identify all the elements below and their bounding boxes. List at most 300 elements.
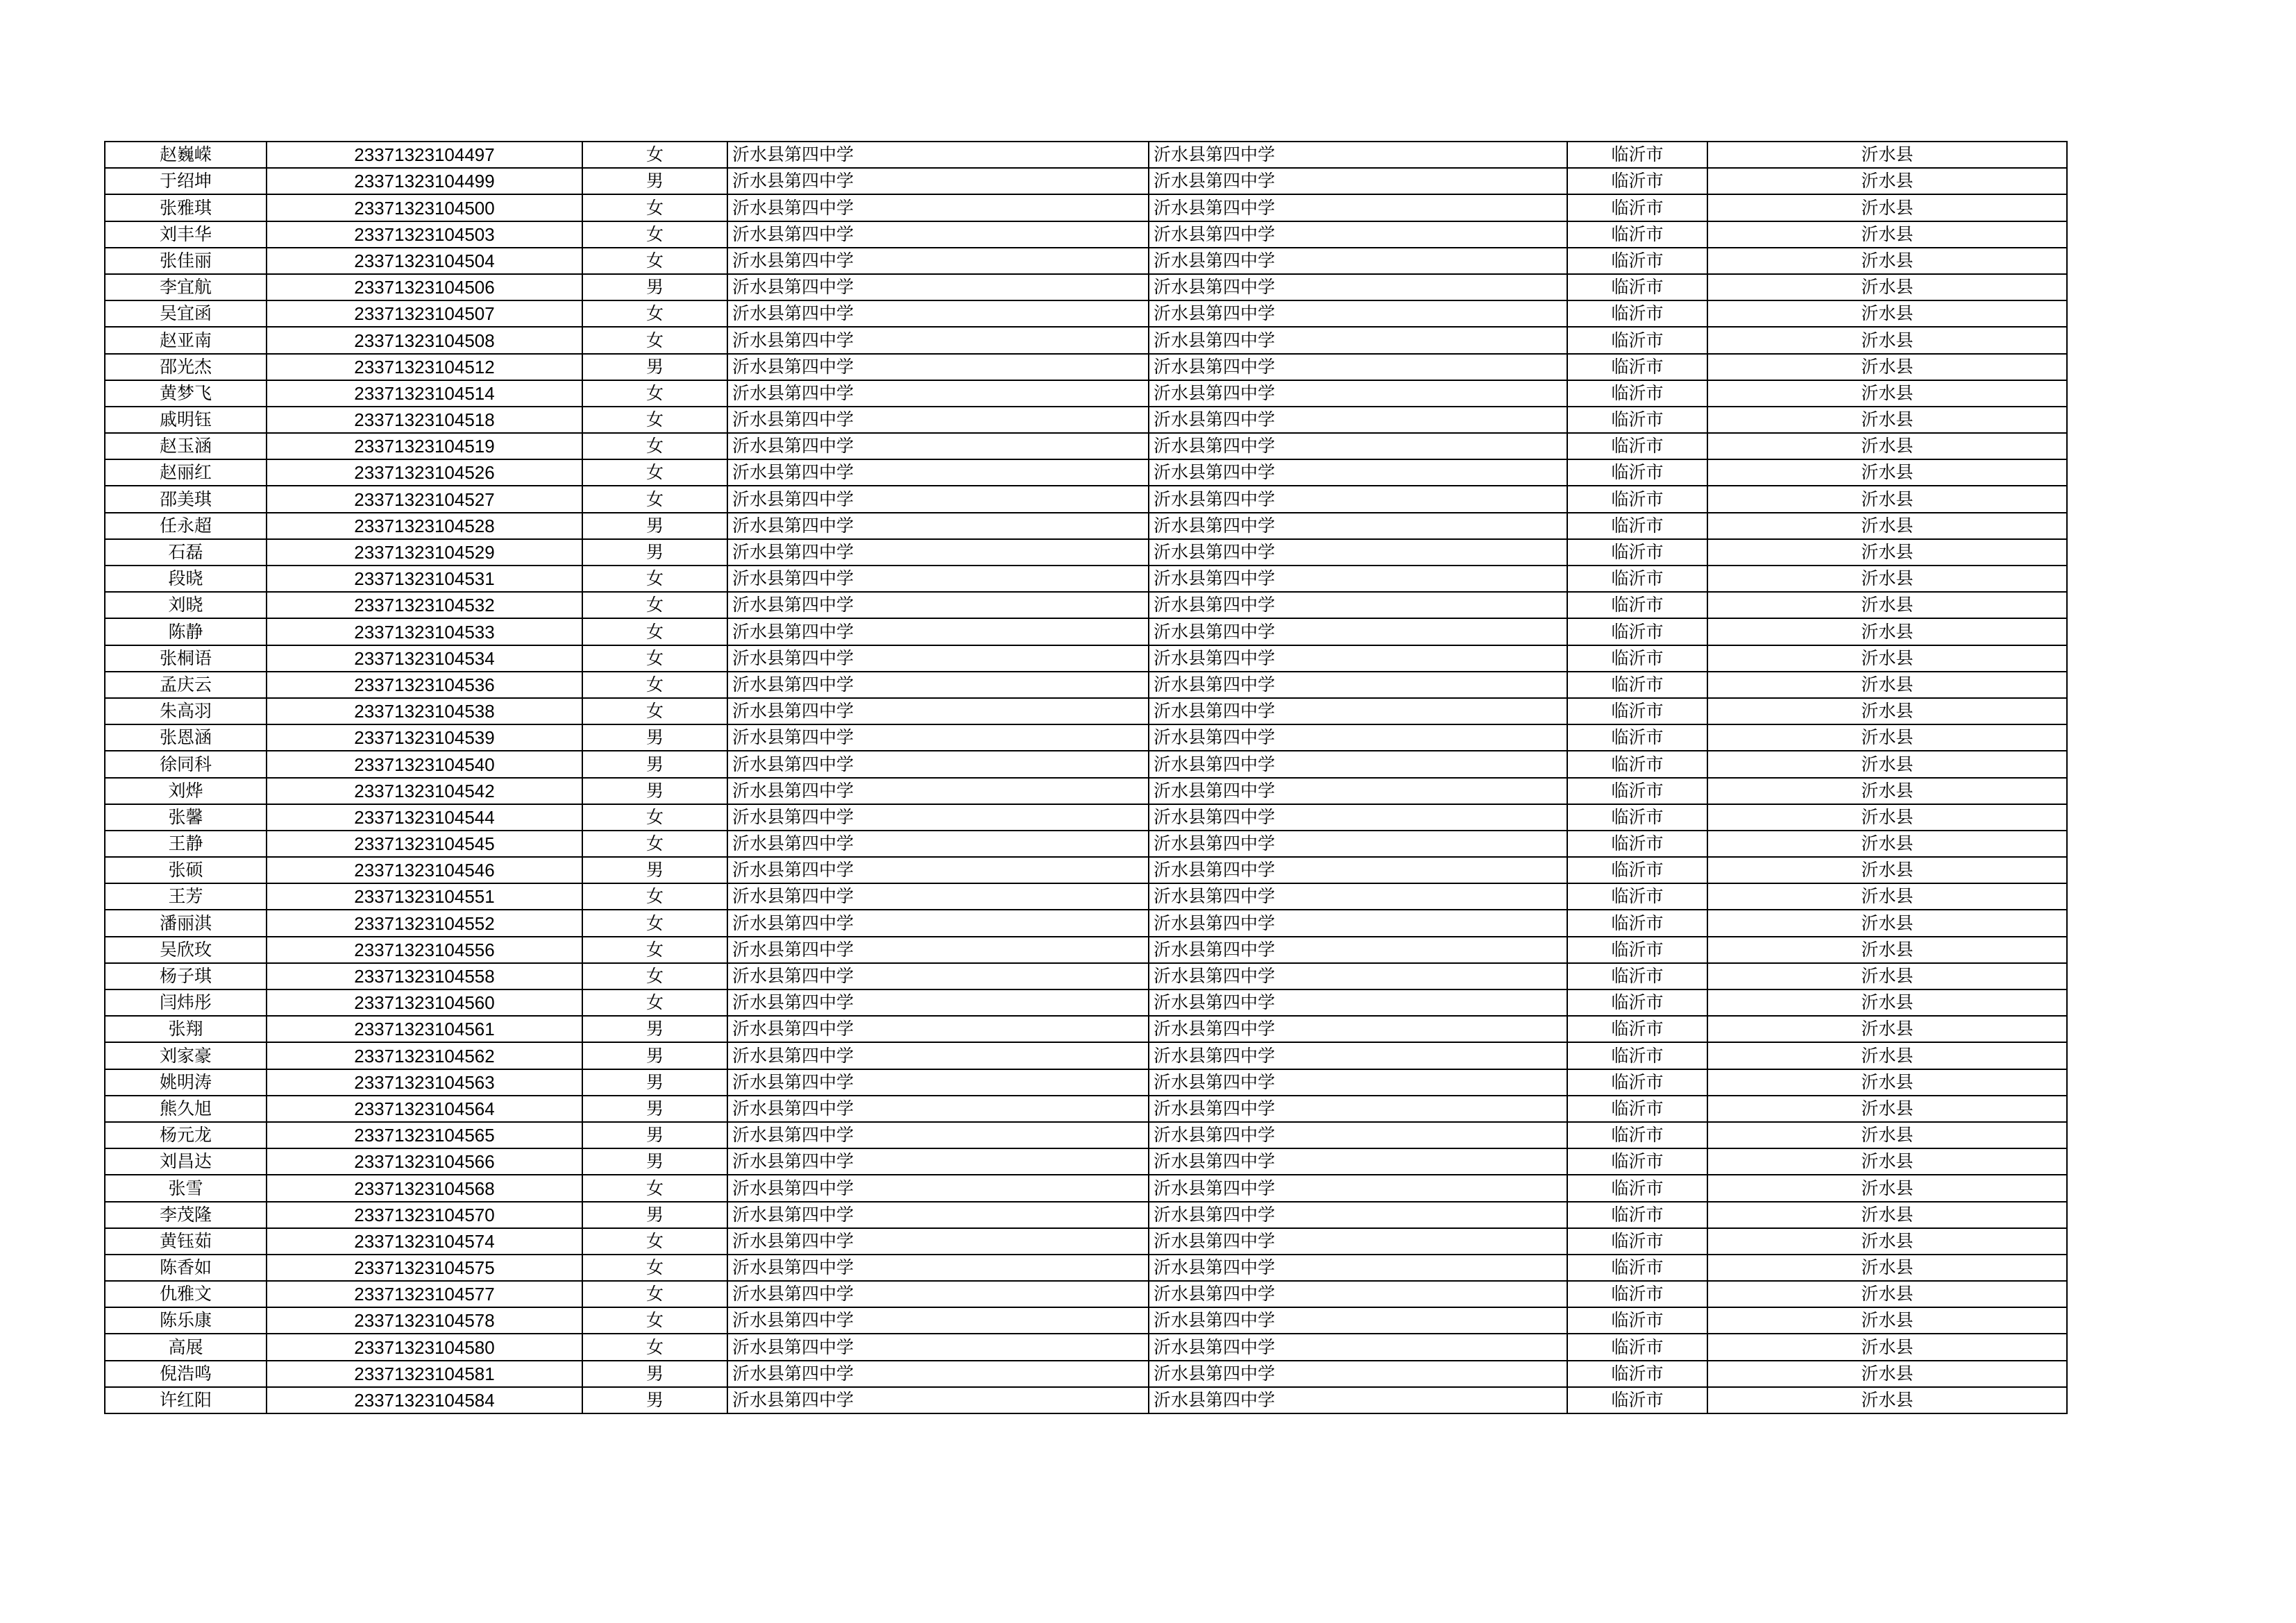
city-cell: 临沂市: [1567, 1042, 1707, 1069]
exam-site-cell: 沂水县第四中学: [1149, 751, 1567, 777]
county-cell: 沂水县: [1707, 407, 2067, 433]
candidate-number-cell: 23371323104507: [267, 300, 582, 327]
candidate-number-cell: 23371323104539: [267, 724, 582, 751]
table-row: [105, 1042, 2067, 1069]
candidate-number-cell: 23371323104566: [267, 1148, 582, 1175]
student-name-cell: 仇雅文: [105, 1281, 267, 1307]
candidate-number-cell: 23371323104580: [267, 1334, 582, 1360]
candidate-number-cell: 23371323104563: [267, 1069, 582, 1096]
candidate-number-cell: 23371323104556: [267, 937, 582, 963]
county-cell: 沂水县: [1707, 1361, 2067, 1387]
exam-site-cell: 沂水县第四中学: [1149, 142, 1567, 168]
student-name-cell: 戚明钰: [105, 407, 267, 433]
gender-cell: 女: [582, 910, 727, 936]
table-row: [105, 778, 2067, 804]
gender-cell: 女: [582, 407, 727, 433]
gender-cell: 男: [582, 274, 727, 300]
gender-cell: 女: [582, 248, 727, 274]
county-cell: 沂水县: [1707, 1202, 2067, 1228]
city-cell: 临沂市: [1567, 566, 1707, 592]
student-name-cell: 任永超: [105, 513, 267, 539]
student-name-cell: 陈乐康: [105, 1307, 267, 1334]
exam-site-cell: 沂水县第四中学: [1149, 989, 1567, 1016]
exam-site-cell: 沂水县第四中学: [1149, 698, 1567, 724]
county-cell: 沂水县: [1707, 380, 2067, 407]
student-name-cell: 黄钰茹: [105, 1228, 267, 1255]
table-row: [105, 380, 2067, 407]
county-cell: 沂水县: [1707, 1122, 2067, 1148]
gender-cell: 男: [582, 1016, 727, 1042]
exam-site-cell: 沂水县第四中学: [1149, 724, 1567, 751]
candidate-number-cell: 23371323104508: [267, 327, 582, 353]
city-cell: 临沂市: [1567, 1096, 1707, 1122]
city-cell: 临沂市: [1567, 1016, 1707, 1042]
table-row: [105, 327, 2067, 353]
exam-site-cell: 沂水县第四中学: [1149, 1281, 1567, 1307]
table-row: [105, 168, 2067, 194]
table-row: [105, 645, 2067, 672]
student-name-cell: 王静: [105, 831, 267, 857]
exam-site-cell: 沂水县第四中学: [1149, 1361, 1567, 1387]
gender-cell: 男: [582, 354, 727, 380]
table-row: [105, 910, 2067, 936]
candidate-number-cell: 23371323104560: [267, 989, 582, 1016]
gender-cell: 男: [582, 1361, 727, 1387]
gender-cell: 男: [582, 539, 727, 566]
student-name-cell: 张佳丽: [105, 248, 267, 274]
city-cell: 临沂市: [1567, 142, 1707, 168]
school-name-cell: 沂水县第四中学: [727, 857, 1149, 883]
exam-site-cell: 沂水县第四中学: [1149, 354, 1567, 380]
candidate-number-cell: 23371323104577: [267, 1281, 582, 1307]
county-cell: 沂水县: [1707, 459, 2067, 486]
gender-cell: 男: [582, 724, 727, 751]
exam-site-cell: 沂水县第四中学: [1149, 1096, 1567, 1122]
exam-site-cell: 沂水县第四中学: [1149, 539, 1567, 566]
county-cell: 沂水县: [1707, 1255, 2067, 1281]
table-row: [105, 1387, 2067, 1413]
city-cell: 临沂市: [1567, 1387, 1707, 1413]
table-row: [105, 221, 2067, 248]
county-cell: 沂水县: [1707, 618, 2067, 645]
candidate-number-cell: 23371323104574: [267, 1228, 582, 1255]
city-cell: 临沂市: [1567, 698, 1707, 724]
student-name-cell: 张恩涵: [105, 724, 267, 751]
city-cell: 临沂市: [1567, 1122, 1707, 1148]
city-cell: 临沂市: [1567, 1307, 1707, 1334]
student-name-cell: 刘昌达: [105, 1148, 267, 1175]
student-name-cell: 石磊: [105, 539, 267, 566]
table-row: [105, 963, 2067, 989]
school-name-cell: 沂水县第四中学: [727, 724, 1149, 751]
school-name-cell: 沂水县第四中学: [727, 142, 1149, 168]
student-name-cell: 邵光杰: [105, 354, 267, 380]
city-cell: 临沂市: [1567, 1069, 1707, 1096]
candidate-number-cell: 23371323104551: [267, 883, 582, 910]
table-row: [105, 486, 2067, 512]
exam-site-cell: 沂水县第四中学: [1149, 327, 1567, 353]
school-name-cell: 沂水县第四中学: [727, 327, 1149, 353]
student-name-cell: 李宜航: [105, 274, 267, 300]
county-cell: 沂水县: [1707, 1175, 2067, 1201]
candidate-number-cell: 23371323104558: [267, 963, 582, 989]
candidate-number-cell: 23371323104532: [267, 592, 582, 618]
gender-cell: 男: [582, 513, 727, 539]
school-name-cell: 沂水县第四中学: [727, 1069, 1149, 1096]
county-cell: 沂水县: [1707, 831, 2067, 857]
exam-site-cell: 沂水县第四中学: [1149, 1148, 1567, 1175]
city-cell: 临沂市: [1567, 831, 1707, 857]
school-name-cell: 沂水县第四中学: [727, 778, 1149, 804]
candidate-number-cell: 23371323104568: [267, 1175, 582, 1201]
school-name-cell: 沂水县第四中学: [727, 513, 1149, 539]
table-row: [105, 1228, 2067, 1255]
county-cell: 沂水县: [1707, 672, 2067, 698]
candidate-number-cell: 23371323104545: [267, 831, 582, 857]
gender-cell: 女: [582, 221, 727, 248]
exam-site-cell: 沂水县第四中学: [1149, 1016, 1567, 1042]
exam-site-cell: 沂水县第四中学: [1149, 1069, 1567, 1096]
county-cell: 沂水县: [1707, 327, 2067, 353]
gender-cell: 男: [582, 857, 727, 883]
candidate-number-cell: 23371323104533: [267, 618, 582, 645]
table-row: [105, 698, 2067, 724]
county-cell: 沂水县: [1707, 1307, 2067, 1334]
county-cell: 沂水县: [1707, 751, 2067, 777]
gender-cell: 女: [582, 1281, 727, 1307]
county-cell: 沂水县: [1707, 433, 2067, 459]
school-name-cell: 沂水县第四中学: [727, 645, 1149, 672]
school-name-cell: 沂水县第四中学: [727, 539, 1149, 566]
student-name-cell: 李茂隆: [105, 1202, 267, 1228]
county-cell: 沂水县: [1707, 194, 2067, 221]
table-row: [105, 724, 2067, 751]
county-cell: 沂水县: [1707, 937, 2067, 963]
school-name-cell: 沂水县第四中学: [727, 1255, 1149, 1281]
school-name-cell: 沂水县第四中学: [727, 1387, 1149, 1413]
student-name-cell: 孟庆云: [105, 672, 267, 698]
table-row: [105, 883, 2067, 910]
table-row: [105, 857, 2067, 883]
county-cell: 沂水县: [1707, 274, 2067, 300]
gender-cell: 女: [582, 618, 727, 645]
table-row: [105, 672, 2067, 698]
student-name-cell: 赵巍嵘: [105, 142, 267, 168]
exam-site-cell: 沂水县第四中学: [1149, 857, 1567, 883]
student-name-cell: 张雪: [105, 1175, 267, 1201]
city-cell: 临沂市: [1567, 407, 1707, 433]
gender-cell: 女: [582, 486, 727, 512]
gender-cell: 男: [582, 778, 727, 804]
county-cell: 沂水县: [1707, 857, 2067, 883]
table-row: [105, 1281, 2067, 1307]
candidate-number-cell: 23371323104500: [267, 194, 582, 221]
city-cell: 临沂市: [1567, 248, 1707, 274]
gender-cell: 男: [582, 1148, 727, 1175]
candidate-number-cell: 23371323104512: [267, 354, 582, 380]
table-row: [105, 1202, 2067, 1228]
exam-site-cell: 沂水县第四中学: [1149, 645, 1567, 672]
candidate-number-cell: 23371323104531: [267, 566, 582, 592]
county-cell: 沂水县: [1707, 1042, 2067, 1069]
exam-site-cell: 沂水县第四中学: [1149, 1307, 1567, 1334]
student-name-cell: 张翔: [105, 1016, 267, 1042]
table-row: [105, 566, 2067, 592]
exam-site-cell: 沂水县第四中学: [1149, 910, 1567, 936]
gender-cell: 女: [582, 327, 727, 353]
table-row: [105, 354, 2067, 380]
candidate-number-cell: 23371323104562: [267, 1042, 582, 1069]
candidate-number-cell: 23371323104561: [267, 1016, 582, 1042]
candidate-number-cell: 23371323104503: [267, 221, 582, 248]
exam-site-cell: 沂水县第四中学: [1149, 566, 1567, 592]
gender-cell: 女: [582, 831, 727, 857]
city-cell: 临沂市: [1567, 513, 1707, 539]
county-cell: 沂水县: [1707, 142, 2067, 168]
school-name-cell: 沂水县第四中学: [727, 1307, 1149, 1334]
table-row: [105, 1334, 2067, 1360]
school-name-cell: 沂水县第四中学: [727, 194, 1149, 221]
exam-site-cell: 沂水县第四中学: [1149, 274, 1567, 300]
exam-site-cell: 沂水县第四中学: [1149, 1042, 1567, 1069]
city-cell: 临沂市: [1567, 910, 1707, 936]
city-cell: 临沂市: [1567, 380, 1707, 407]
exam-site-cell: 沂水县第四中学: [1149, 1255, 1567, 1281]
city-cell: 临沂市: [1567, 1228, 1707, 1255]
student-name-cell: 于绍坤: [105, 168, 267, 194]
table-row: [105, 831, 2067, 857]
student-name-cell: 熊久旭: [105, 1096, 267, 1122]
county-cell: 沂水县: [1707, 221, 2067, 248]
school-name-cell: 沂水县第四中学: [727, 989, 1149, 1016]
candidate-number-cell: 23371323104527: [267, 486, 582, 512]
gender-cell: 男: [582, 1096, 727, 1122]
county-cell: 沂水县: [1707, 1096, 2067, 1122]
student-name-cell: 许红阳: [105, 1387, 267, 1413]
city-cell: 临沂市: [1567, 433, 1707, 459]
student-name-cell: 杨子琪: [105, 963, 267, 989]
exam-site-cell: 沂水县第四中学: [1149, 1122, 1567, 1148]
county-cell: 沂水县: [1707, 300, 2067, 327]
student-name-cell: 刘丰华: [105, 221, 267, 248]
table-row: [105, 300, 2067, 327]
county-cell: 沂水县: [1707, 1228, 2067, 1255]
city-cell: 临沂市: [1567, 645, 1707, 672]
table-row: [105, 1307, 2067, 1334]
school-name-cell: 沂水县第四中学: [727, 804, 1149, 831]
gender-cell: 女: [582, 698, 727, 724]
county-cell: 沂水县: [1707, 910, 2067, 936]
school-name-cell: 沂水县第四中学: [727, 672, 1149, 698]
school-name-cell: 沂水县第四中学: [727, 1361, 1149, 1387]
gender-cell: 女: [582, 937, 727, 963]
exam-site-cell: 沂水县第四中学: [1149, 883, 1567, 910]
student-name-cell: 陈香如: [105, 1255, 267, 1281]
table-row: [105, 194, 2067, 221]
school-name-cell: 沂水县第四中学: [727, 592, 1149, 618]
student-name-cell: 张馨: [105, 804, 267, 831]
gender-cell: 男: [582, 1042, 727, 1069]
city-cell: 临沂市: [1567, 486, 1707, 512]
student-name-cell: 黄梦飞: [105, 380, 267, 407]
gender-cell: 男: [582, 1069, 727, 1096]
table-row: [105, 407, 2067, 433]
gender-cell: 女: [582, 672, 727, 698]
candidate-number-cell: 23371323104534: [267, 645, 582, 672]
county-cell: 沂水县: [1707, 778, 2067, 804]
city-cell: 临沂市: [1567, 963, 1707, 989]
roster-table: [104, 141, 2068, 1414]
student-name-cell: 闫炜彤: [105, 989, 267, 1016]
county-cell: 沂水县: [1707, 989, 2067, 1016]
city-cell: 临沂市: [1567, 327, 1707, 353]
school-name-cell: 沂水县第四中学: [727, 751, 1149, 777]
gender-cell: 男: [582, 168, 727, 194]
table-row: [105, 989, 2067, 1016]
candidate-number-cell: 23371323104542: [267, 778, 582, 804]
candidate-number-cell: 23371323104536: [267, 672, 582, 698]
school-name-cell: 沂水县第四中学: [727, 831, 1149, 857]
table-row: [105, 142, 2067, 168]
gender-cell: 女: [582, 804, 727, 831]
candidate-number-cell: 23371323104518: [267, 407, 582, 433]
county-cell: 沂水县: [1707, 724, 2067, 751]
city-cell: 临沂市: [1567, 778, 1707, 804]
school-name-cell: 沂水县第四中学: [727, 963, 1149, 989]
table-row: [105, 1096, 2067, 1122]
city-cell: 临沂市: [1567, 354, 1707, 380]
student-name-cell: 张硕: [105, 857, 267, 883]
candidate-number-cell: 23371323104544: [267, 804, 582, 831]
exam-site-cell: 沂水县第四中学: [1149, 194, 1567, 221]
student-name-cell: 刘家豪: [105, 1042, 267, 1069]
school-name-cell: 沂水县第四中学: [727, 1202, 1149, 1228]
gender-cell: 女: [582, 380, 727, 407]
exam-site-cell: 沂水县第四中学: [1149, 1228, 1567, 1255]
table-row: [105, 804, 2067, 831]
gender-cell: 女: [582, 963, 727, 989]
county-cell: 沂水县: [1707, 883, 2067, 910]
table-row: [105, 1016, 2067, 1042]
exam-site-cell: 沂水县第四中学: [1149, 459, 1567, 486]
student-name-cell: 吴欣玫: [105, 937, 267, 963]
student-name-cell: 赵丽红: [105, 459, 267, 486]
gender-cell: 女: [582, 300, 727, 327]
gender-cell: 女: [582, 645, 727, 672]
city-cell: 临沂市: [1567, 1202, 1707, 1228]
school-name-cell: 沂水县第四中学: [727, 486, 1149, 512]
city-cell: 临沂市: [1567, 672, 1707, 698]
exam-site-cell: 沂水县第四中学: [1149, 433, 1567, 459]
gender-cell: 女: [582, 459, 727, 486]
gender-cell: 女: [582, 1255, 727, 1281]
county-cell: 沂水县: [1707, 539, 2067, 566]
county-cell: 沂水县: [1707, 354, 2067, 380]
school-name-cell: 沂水县第四中学: [727, 1228, 1149, 1255]
table-row: [105, 1069, 2067, 1096]
exam-site-cell: 沂水县第四中学: [1149, 1175, 1567, 1201]
student-name-cell: 赵亚南: [105, 327, 267, 353]
gender-cell: 男: [582, 751, 727, 777]
candidate-number-cell: 23371323104519: [267, 433, 582, 459]
county-cell: 沂水县: [1707, 1148, 2067, 1175]
school-name-cell: 沂水县第四中学: [727, 1122, 1149, 1148]
gender-cell: 女: [582, 194, 727, 221]
county-cell: 沂水县: [1707, 1387, 2067, 1413]
gender-cell: 女: [582, 883, 727, 910]
exam-site-cell: 沂水县第四中学: [1149, 804, 1567, 831]
school-name-cell: 沂水县第四中学: [727, 433, 1149, 459]
table-row: [105, 1175, 2067, 1201]
table-row: [105, 1255, 2067, 1281]
school-name-cell: 沂水县第四中学: [727, 1175, 1149, 1201]
school-name-cell: 沂水县第四中学: [727, 168, 1149, 194]
candidate-number-cell: 23371323104565: [267, 1122, 582, 1148]
gender-cell: 男: [582, 1122, 727, 1148]
gender-cell: 女: [582, 142, 727, 168]
exam-site-cell: 沂水县第四中学: [1149, 1387, 1567, 1413]
city-cell: 临沂市: [1567, 168, 1707, 194]
table-row: [105, 274, 2067, 300]
exam-site-cell: 沂水县第四中学: [1149, 831, 1567, 857]
table-row: [105, 1361, 2067, 1387]
candidate-number-cell: 23371323104570: [267, 1202, 582, 1228]
county-cell: 沂水县: [1707, 513, 2067, 539]
city-cell: 临沂市: [1567, 1334, 1707, 1360]
school-name-cell: 沂水县第四中学: [727, 1096, 1149, 1122]
city-cell: 临沂市: [1567, 618, 1707, 645]
county-cell: 沂水县: [1707, 1334, 2067, 1360]
exam-site-cell: 沂水县第四中学: [1149, 778, 1567, 804]
school-name-cell: 沂水县第四中学: [727, 1148, 1149, 1175]
city-cell: 临沂市: [1567, 1255, 1707, 1281]
city-cell: 临沂市: [1567, 194, 1707, 221]
gender-cell: 女: [582, 433, 727, 459]
student-name-cell: 姚明涛: [105, 1069, 267, 1096]
school-name-cell: 沂水县第四中学: [727, 566, 1149, 592]
county-cell: 沂水县: [1707, 168, 2067, 194]
table-row: [105, 513, 2067, 539]
candidate-number-cell: 23371323104578: [267, 1307, 582, 1334]
student-name-cell: 高展: [105, 1334, 267, 1360]
table-row: [105, 618, 2067, 645]
candidate-number-cell: 23371323104575: [267, 1255, 582, 1281]
table-row: [105, 248, 2067, 274]
exam-site-cell: 沂水县第四中学: [1149, 618, 1567, 645]
city-cell: 临沂市: [1567, 857, 1707, 883]
student-name-cell: 朱高羽: [105, 698, 267, 724]
student-name-cell: 刘烨: [105, 778, 267, 804]
exam-site-cell: 沂水县第四中学: [1149, 168, 1567, 194]
student-name-cell: 段晓: [105, 566, 267, 592]
city-cell: 临沂市: [1567, 751, 1707, 777]
city-cell: 临沂市: [1567, 1281, 1707, 1307]
county-cell: 沂水县: [1707, 1016, 2067, 1042]
school-name-cell: 沂水县第四中学: [727, 300, 1149, 327]
candidate-number-cell: 23371323104497: [267, 142, 582, 168]
gender-cell: 女: [582, 1334, 727, 1360]
city-cell: 临沂市: [1567, 459, 1707, 486]
county-cell: 沂水县: [1707, 486, 2067, 512]
table-row: [105, 1122, 2067, 1148]
candidate-number-cell: 23371323104526: [267, 459, 582, 486]
city-cell: 临沂市: [1567, 989, 1707, 1016]
school-name-cell: 沂水县第四中学: [727, 618, 1149, 645]
candidate-number-cell: 23371323104504: [267, 248, 582, 274]
exam-site-cell: 沂水县第四中学: [1149, 407, 1567, 433]
exam-site-cell: 沂水县第四中学: [1149, 486, 1567, 512]
city-cell: 临沂市: [1567, 937, 1707, 963]
